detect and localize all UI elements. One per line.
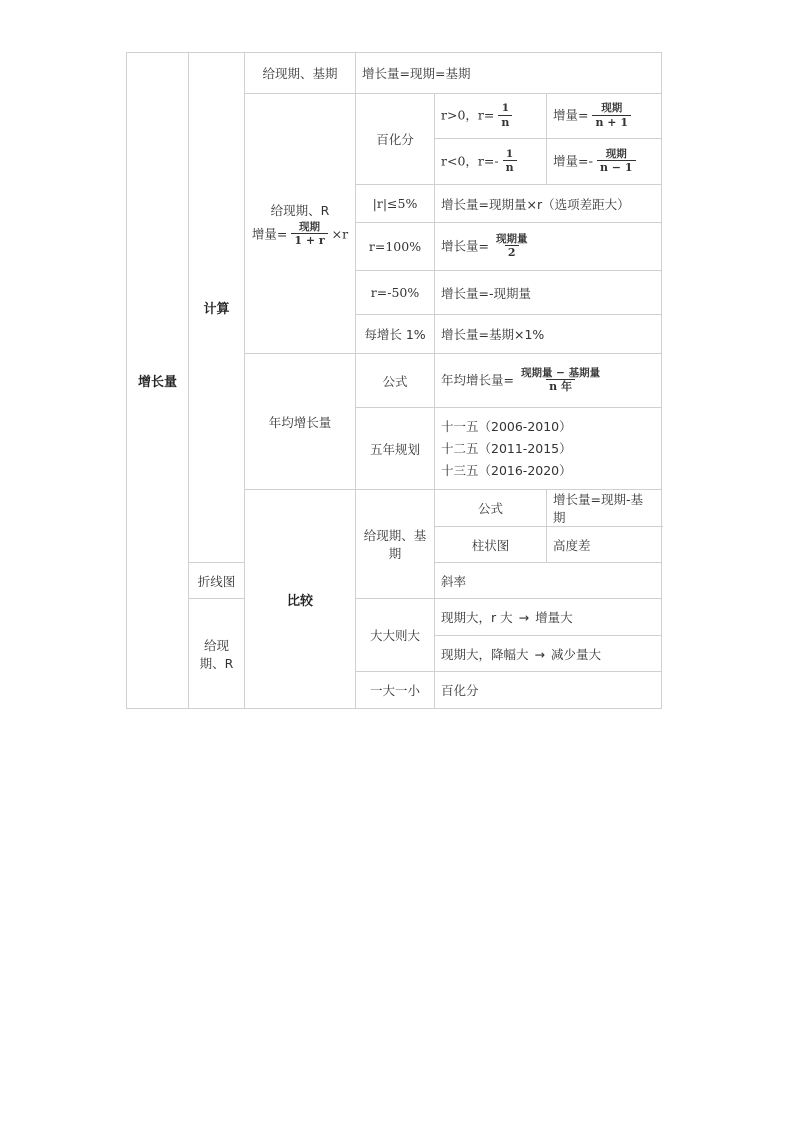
neg-result-prefix: 增量=-	[553, 152, 593, 168]
neg-cond-num: 1	[505, 147, 514, 160]
neg-cond-prefix: r<0，r=-	[441, 152, 499, 168]
pos-cond-prefix: r>0，r=	[441, 107, 495, 123]
annual-formula	[435, 354, 662, 408]
given-r-line1: 给现期、R	[270, 202, 330, 218]
calc-section-label: 计算	[189, 53, 245, 563]
plan-item: 十一五（2006-2010）	[441, 418, 572, 434]
neg-result-fraction	[597, 149, 636, 175]
big1-text: 现期大，r 大	[441, 610, 513, 625]
calc-given-current-r-label	[245, 94, 356, 354]
r100-label: r=100%	[356, 223, 435, 271]
percent-neg-result	[547, 139, 662, 185]
percent-pos-result	[547, 94, 662, 139]
big-rule-1	[435, 599, 662, 636]
rneg50-formula: 增长量=-现期量	[435, 271, 662, 315]
pos-result-num: 现期	[601, 102, 623, 115]
pos-cond-den: n	[498, 115, 512, 129]
neg-cond-den: n	[503, 160, 517, 174]
percent-pos-cond	[435, 94, 547, 139]
annual-fraction	[518, 368, 603, 394]
small-r-formula: 增长量=现期量×r（选项差距大）	[435, 185, 662, 223]
each1-formula: 增长量=基期×1%	[435, 315, 662, 354]
calc-given-current-base-label: 给现期、基期	[245, 53, 356, 94]
r100-prefix: 增长量=	[441, 237, 489, 253]
mixed-label: 一大一小	[356, 672, 435, 709]
big2-text: 现期大，降幅大	[441, 646, 529, 662]
given-r-den: 1 + r	[291, 233, 327, 247]
compare-section-label: 比较	[245, 490, 356, 709]
big-rule-2	[435, 636, 662, 672]
compare-row-label: 柱状图	[435, 527, 547, 563]
r100-fraction	[493, 234, 531, 260]
annual-formula-label: 公式	[356, 354, 435, 408]
pos-result-fraction	[592, 103, 631, 129]
neg-cond-fraction	[503, 149, 517, 175]
right-arrow-icon: →	[518, 610, 530, 625]
big-label: 大大则大	[356, 599, 435, 672]
annual-num: 现期量 − 基期量	[520, 366, 601, 379]
given-r-fraction	[291, 222, 327, 248]
compare-row-value: 高度差	[547, 527, 662, 563]
big1-result: 增量大	[535, 610, 573, 625]
compare-given-current-r-label: 给现期、R	[189, 599, 245, 709]
growth-amount-table	[126, 52, 662, 709]
plan-list	[435, 408, 662, 490]
pos-cond-fraction	[498, 103, 512, 129]
right-arrow-icon: →	[534, 646, 545, 662]
compare-row-value: 斜率	[435, 563, 662, 599]
plan-item: 十三五（2016-2020）	[441, 462, 572, 478]
neg-result-num: 现期	[605, 147, 627, 160]
root-label: 增长量	[127, 53, 189, 709]
big2-result: 减少量大	[551, 646, 602, 662]
annual-label: 年均增长量	[245, 354, 356, 490]
small-r-label: |r|≤5%	[356, 185, 435, 223]
pos-cond-num: 1	[501, 102, 510, 115]
plan-label: 五年规划	[356, 408, 435, 490]
compare-row-label: 折线图	[189, 563, 245, 599]
given-r-prefix: 增量=	[251, 225, 288, 241]
calc-given-current-base-formula: 增长量=现期=基期	[356, 53, 662, 94]
rneg50-label: r=-50%	[356, 271, 435, 315]
mixed-value: 百化分	[435, 672, 662, 709]
given-r-formula	[251, 222, 349, 248]
each1-label: 每增长 1%	[356, 315, 435, 354]
pos-result-den: n + 1	[592, 115, 631, 129]
compare-row-label: 公式	[435, 490, 547, 527]
compare-row-value: 增长量=现期-基期	[547, 490, 662, 527]
neg-result-den: n − 1	[597, 160, 636, 174]
annual-den: n 年	[546, 379, 575, 393]
r100-den: 2	[505, 245, 519, 259]
annual-formula-prefix: 年均增长量=	[441, 371, 514, 387]
r100-formula	[435, 223, 662, 271]
compare-given-current-base-label: 给现期、基期	[356, 490, 435, 599]
given-r-suffix: ×r	[331, 225, 349, 241]
plan-item: 十二五（2011-2015）	[441, 440, 572, 456]
percent-label: 百化分	[356, 94, 435, 185]
percent-neg-cond	[435, 139, 547, 185]
pos-result-prefix: 增量=	[553, 107, 589, 123]
given-r-num: 现期	[299, 220, 320, 233]
r100-num: 现期量	[495, 232, 528, 245]
